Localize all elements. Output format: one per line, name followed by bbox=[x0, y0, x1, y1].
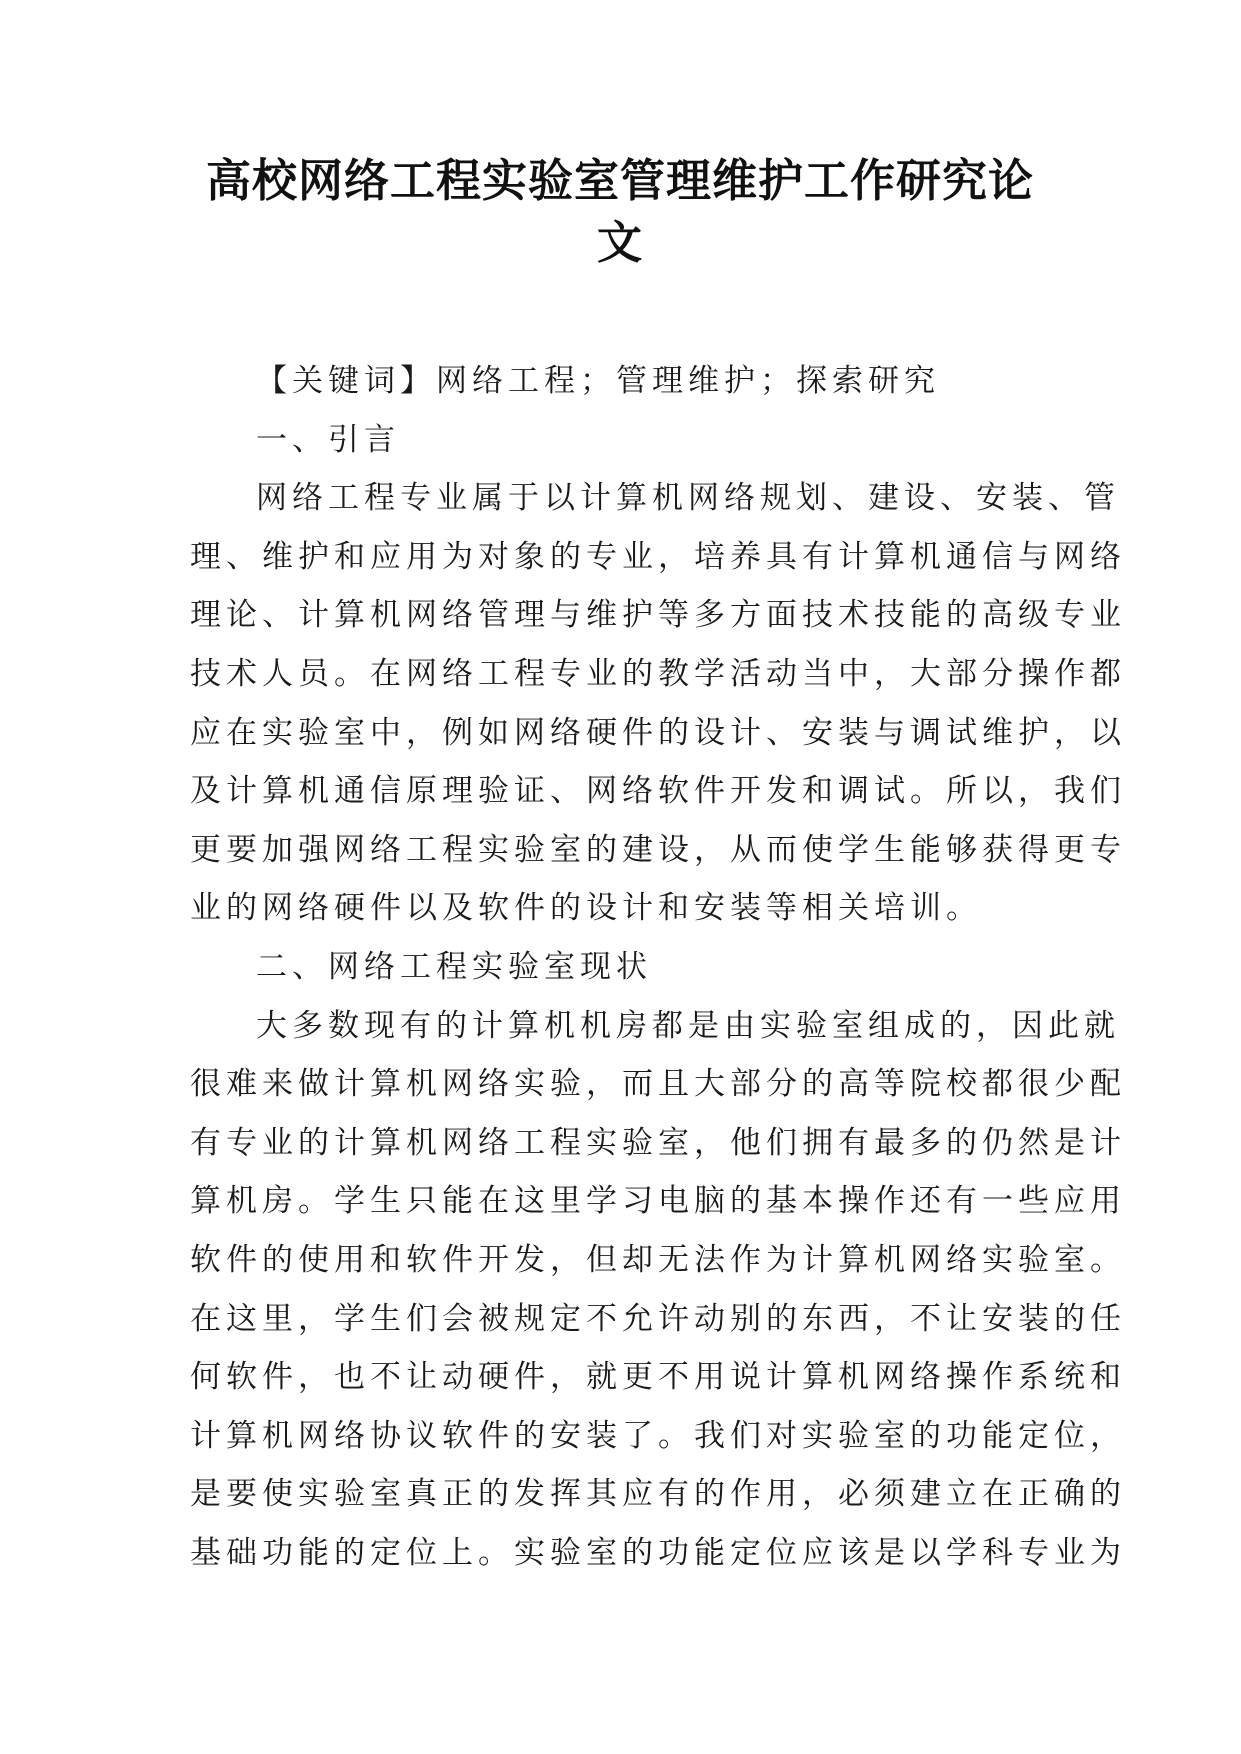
body-line: 及计算机通信原理验证、网络软件开发和调试。所以，我们 bbox=[190, 773, 1126, 810]
body-line: 【关键词】网络工程；管理维护；探索研究 bbox=[256, 363, 940, 399]
body-line: 业的网络硬件以及软件的设计和安装等相关培训。 bbox=[190, 890, 982, 927]
body-line: 很难来做计算机网络实验，而且大部分的高等院校都很少配 bbox=[190, 1066, 1126, 1103]
body-line: 软件的使用和软件开发，但却无法作为计算机网络实验室。 bbox=[190, 1241, 1126, 1278]
title-line-1: 高校网络工程实验室管理维护工作研究论 bbox=[205, 154, 1034, 207]
body-line: 计算机网络协议软件的安装了。我们对实验室的功能定位， bbox=[190, 1417, 1126, 1454]
title-line-2: 文 bbox=[596, 216, 643, 269]
body-line: 网络工程专业属于以计算机网络规划、建设、安装、管 bbox=[256, 480, 1120, 517]
body-line: 在这里，学生们会被规定不允许动别的东西，不让安装的任 bbox=[190, 1300, 1126, 1337]
body-line: 有专业的计算机网络工程实验室，他们拥有最多的仍然是计 bbox=[190, 1124, 1126, 1161]
body-line: 更要加强网络工程实验室的建设，从而使学生能够获得更专 bbox=[190, 831, 1126, 868]
body-line: 何软件，也不让动硬件，就更不用说计算机网络操作系统和 bbox=[190, 1359, 1126, 1396]
body-line: 大多数现有的计算机机房都是由实验室组成的，因此就 bbox=[256, 1007, 1120, 1044]
document-title bbox=[190, 150, 1050, 274]
body-line: 一、引言 bbox=[256, 421, 400, 458]
body-line: 理论、计算机网络管理与维护等多方面技术技能的高级专业 bbox=[190, 597, 1126, 634]
body-line: 是要使实验室真正的发挥其应有的作用，必须建立在正确的 bbox=[190, 1476, 1126, 1513]
body-line: 理、维护和应用为对象的专业，培养具有计算机通信与网络 bbox=[190, 538, 1126, 575]
body-line: 基础功能的定位上。实验室的功能定位应该是以学科专业为 bbox=[190, 1534, 1126, 1571]
body-line: 技术人员。在网络工程专业的教学活动当中，大部分操作都 bbox=[190, 655, 1126, 692]
body-line: 应在实验室中，例如网络硬件的设计、安装与调试维护，以 bbox=[190, 714, 1126, 751]
body-line: 二、网络工程实验室现状 bbox=[256, 948, 652, 985]
body-line: 算机房。学生只能在这里学习电脑的基本操作还有一些应用 bbox=[190, 1183, 1126, 1220]
document-body bbox=[190, 352, 1126, 1582]
